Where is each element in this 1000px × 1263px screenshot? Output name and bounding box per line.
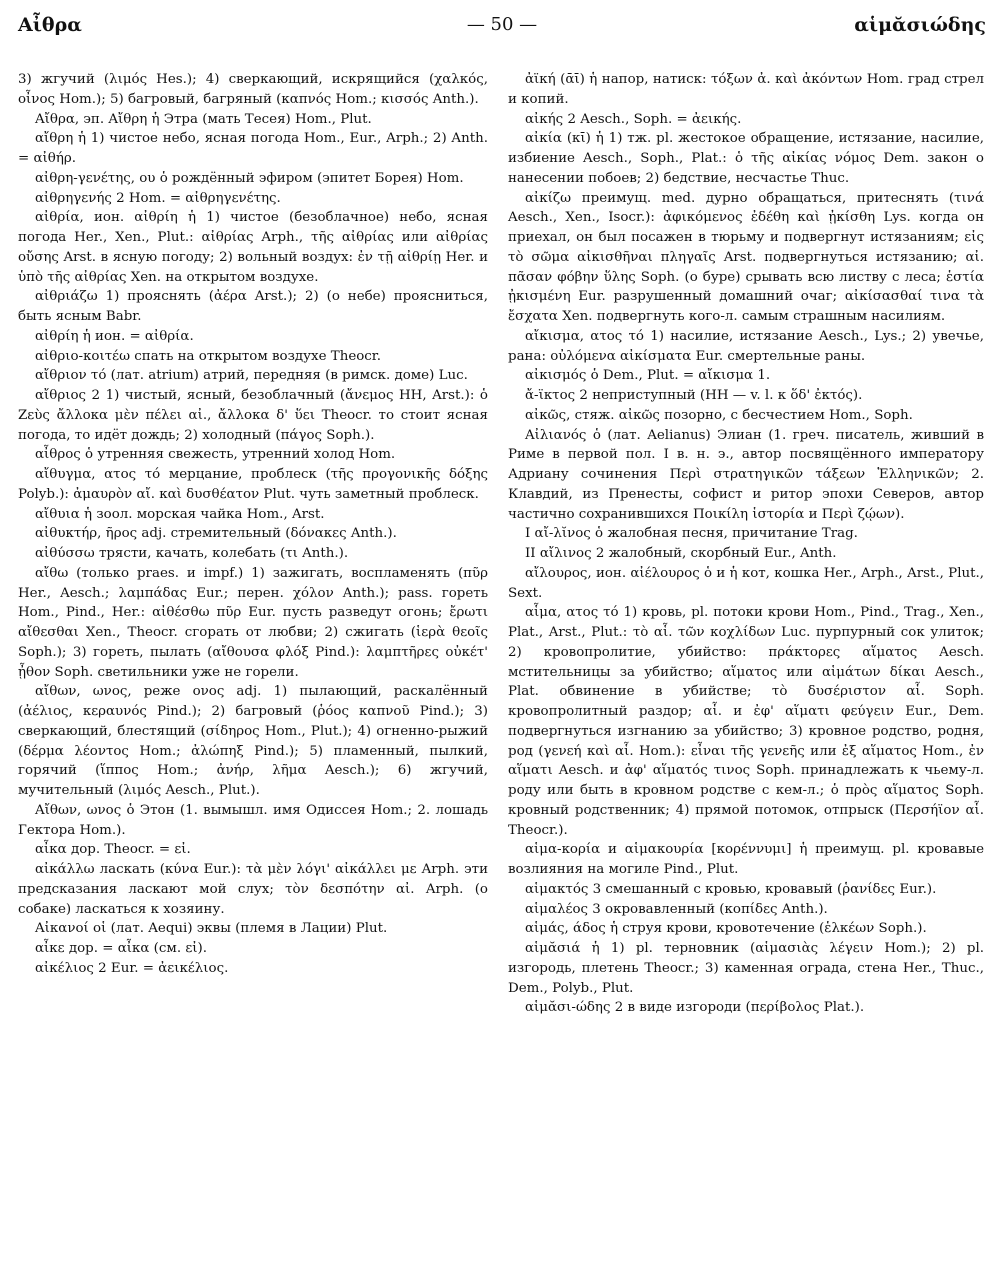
dictionary-entry: αἰθύσσω трясти, качать, колебать (τι Anth.). [35,546,349,561]
header-right-headword: αἱμᾰσιώδης [854,14,986,36]
header-left-headword: Αἶθρα [18,14,82,36]
dictionary-entry: αἰκισμός ὁ Dem., Plut. = αἴκισμα 1. [525,368,771,384]
dictionary-entry: αἱμᾰσι-ώδης 2 в виде изгороди (περίβολος Plat.). [525,1000,865,1016]
dictionary-entry: αἰκέλιος 2 Eur. = ἀεικέλιος. [35,960,229,976]
dictionary-entry: ἀϊκή (ᾱῑ) ἡ напор, натиск: τόξων ἀ. καὶ ἀκόντων Hom. град стрел и копий. [508,72,984,107]
dictionary-entry: αἰκάλλω ласкать (κύνα Eur.): τὰ μὲν λόγι' αἰκάλλει με Arph. эти предсказания ласкают мой слух; τὸν δεσπότην αἰ. Arph. (о собаке) ласкаться к хозяину. [18,862,488,917]
dictionary-entry: αἴθυια ἡ зоол. морская чайка Hom., Arst. [35,506,325,522]
dictionary-entry: αἴκισμα, ατος τό 1) насилие, истязание Aesch., Lys.; 2) увечье, рана: οὐλόμενα αἰκίσματα Eur. смертельные раны. [508,328,984,364]
dictionary-entry: Αἴθρα, эп. Αἴθρη ἡ Этра (мать Тесея) Hom., Plut. [35,111,372,127]
dictionary-entry: αἱμα-κορία и αἱμακουρία [κορέννυμι] ἡ преимущ. pl. кровавые возлияния на могиле Pind., Plut. [508,842,984,877]
dictionary-entry: αἶθρος ὁ утренняя свежесть, утренний холод Hom. [35,447,396,463]
dictionary-entry: αἰθρη-γενέτης, ου ὁ рождённый эфиром (эпитет Борея) Hom. [35,170,464,186]
dictionary-entry: αἰκία (κῑ) ἡ 1) тж. pl. жестокое обращение, истязание, насилие, избиение Aesch., Soph., Plat.: ὁ τῆς αἰκίας νόμος Dem. закон о нанесении побоев; 2) бедствие, несчастье Thuc. [508,131,984,186]
dictionary-entry: αἷμα, ατος τό 1) кровь, pl. потоки крови Hom., Pind., Trag., Xen., Plat., Arst., Plut.: τὸ αἷ. τῶν κοχλίδων Luc. пурпурный сок улиток; 2) кровопролитие, убийство: πράκτορες αἵματος Aesch. мстительницы за убийство; αἵματος или αἱμάτων δίκαι Aesch., Plat. обвинение в убийстве; τὸ δυσέριστον αἷ. Soph. кровопролитный раздор; αἷ. и ἐφ' αἵματι φεύγειν Eur., Dem. подвергнуться изгнанию за убийство; 3) кровное родство, родня, род (γενεή καὶ αἷ. Hom.): εἶναι τῆς γενεῆς или ἐξ αἵματος Hom., ἐν αἵματι Aesch. и ἀφ' αἵματός τινος Soph. принадлежать к чьему-л. роду или быть в кровном родстве с кем-л.; ὁ πρὸς αἵματος Soph. кровный родственник; 4) прямой потомок, отпрыск (Περσήϊον αἷ. Theocr.). [508,605,984,838]
dictionary-entry: I αἴ-λῐνος ὁ жалобная песня, причитание Trag. [525,526,858,542]
dictionary-entry: αἰθυκτήρ, ῆρος adj. стремительный (δόνακες Anth.). [35,526,397,542]
dictionary-entry: αἰκίζω преимущ. med. дурно обращаться, притеснять (τινά Aesch., Xen., Isocr.): ἀφικόμενος ἐδέθη καὶ ᾐκίσθη Lys. когда он приехал, он был посажен в тюрьму и подвергнут истязаниям; εἰς τὸ σῶμα αἰκισθῆναι πληγαῖς Arst. подвергнуться истязанию; αἰ. πᾶσαν φόβην ὕλης Soph. (о буре) срывать всю листву с леса; ἑστία ᾐκισμένη Eur. разрушенный домашний очаг; αἰκίσασθαί τινα τὰ ἔσχατα Xen. подвергнуть кого-л. самым страшным насилиям. [508,190,984,324]
left-column [18,70,488,979]
dictionary-entry: αἶκα дор. Theocr. = εἰ. [35,842,191,858]
dictionary-entry: αἱμαλέος 3 окровавленный (κοπίδες Anth.). [525,901,828,917]
dictionary-entry: αἰθριάζω 1) прояснять (ἀέρα Arst.); 2) (о небе) проясниться, быть ясным Babr. [18,289,488,324]
dictionary-entry: αἴθρη ἡ 1) чистое небо, ясная погода Hom., Eur., Arph.; 2) Anth. = αἰθήρ. [18,131,488,166]
dictionary-entry: αἱμᾰσιά ἡ 1) pl. терновник (αἱμασιὰς λέγειν Hom.); 2) pl. изгородь, плетень Theocr.; 3) каменная ограда, стена Her., Thuc., Dem., Polyb., Plut. [508,941,984,996]
dictionary-entry: Αἴθων, ωνος ὁ Этон (1. вымышл. имя Одиссея Hom.; 2. лошадь Гектора Hom.). [18,802,488,838]
dictionary-entry: αἴθυγμα, ατος τό мерцание, проблеск (τῆς προγονικῆς δόξης Polyb.): ἀμαυρὸν αἴ. καὶ δυσθέατον Plut. чуть заметный проблеск. [18,467,488,502]
dictionary-entry: αἴλουρος, ион. αἰέλουρος ὁ и ἡ кот, кошка Her., Arph., Arst., Plut., Sext. [508,565,984,601]
dictionary-entry: αἰθρηγενής 2 Hom. = αἰθρηγενέτης. [35,190,281,206]
dictionary-entry: ἄ-ϊκτος 2 неприступный (HH — v. l. к ὅδ' ἐκτός). [525,388,863,403]
dictionary-entry: αἴθριον τό (лат. atrium) атрий, передняя (в римск. доме) Luc. [35,368,468,384]
right-column [508,70,984,1018]
page-number: — 50 — [466,14,538,35]
dictionary-entry: αἴθριος 2 1) чистый, ясный, безоблачный (ἄνεμος HH, Arst.): ὁ Ζεὺς ἄλλοκα μὲν πέλει αἰ., ἄλλοκα δ' ὕει Theocr. то стоит ясная погода, то идёт дождь; 2) холодный (πάγος Soph.). [18,388,488,443]
dictionary-entry: II αἴλινος 2 жалобный, скорбный Eur., Anth. [525,546,837,561]
dictionary-entry: αἱμακτός 3 смешанный с кровью, кровавый (ῥανίδες Eur.). [525,881,937,897]
dictionary-entry: αἰκῶς, стяж. αἰκῶς позорно, с бесчестием Hom., Soph. [525,407,913,423]
dictionary-entry: 3) жгучий (λιμός Hes.); 4) сверкающий, искрящийся (χαλκός, οἶνος Hom.); 5) багровый, багряный (καπνός Hom.; κισσός Anth.). [18,72,488,107]
dictionary-entry: αἰθρία, ион. αἰθρίη ἡ 1) чистое (безоблачное) небо, ясная погода Her., Xen., Plut.: αἰθρίας Arph., τῆς αἰθρίας или αἰθρίας οὔσης Arst. в ясную погоду; 2) вольный воздух: ἐν τῇ αἰθρίῃ Her. и ὑπὸ τῆς αἰθρίας Xen. на открытом воздухе. [18,210,488,285]
dictionary-entry: αἶκε дор. = αἶκα (см. εἰ). [35,941,208,956]
page-header [18,14,986,44]
dictionary-entry: αἰθρίη ἡ ион. = αἰθρία. [35,328,194,344]
dictionary-entry: αἱμάς, άδος ἡ струя крови, кровотечение (ἑλκέων Soph.). [525,921,927,937]
dictionary-entry: αἰθριο-κοιτέω спать на открытом воздухе Theocr. [35,348,381,364]
dictionary-entry: Αἰλιανός ὁ (лат. Aelianus) Элиан (1. греч. писатель, живший в Риме в первой пол. I в. н. э., автор посвящённого императору Адриану сочинения Περὶ στρατηγικῶν τάξεων Ἑλληνικῶν; 2. Клавдий, из Пренесты, софист и ритор эпохи Северов, автор частично сохранившихся Ποικίλη ἱστορία и Περὶ ζῴων). [508,427,984,522]
dictionary-entry: Αἰκανοί οἱ (лат. Aequi) эквы (племя в Лации) Plut. [35,921,388,937]
dictionary-entry: αἴθων, ωνος, реже ονος adj. 1) пылающий, раскалённый (ἀέλιος, κεραυνός Pind.); 2) багровый (ῥόος καπνοῦ Pind.); 3) сверкающий, блестящий (σίδηρος Hom., Plut.); 4) огненно-рыжий (δέρμα λέοντος Hom.; ἀλώπηξ Pind.); 5) пламенный, пылкий, горячий (ἵππος Hom.; ἀνήρ, λῆμα Aesch.); 6) жгучий, мучительный (λιμός Aesch., Plut.). [18,684,488,798]
dictionary-entry: αἰκής 2 Aesch., Soph. = ἀεικής. [525,111,742,127]
dictionary-entry: αἴθω (только praes. и impf.) 1) зажигать, воспламенять (πῦρ Her., Aesch.; λαμπάδας Eur.; перен. χόλον Anth.); pass. гореть Hom., Pind., Her.: αἰθέσθω πῦρ Eur. пусть разведут огонь; ἔρωτι αἴθεσθαι Xen., Theocr. сгорать от любви; 2) сжигать (ἱερὰ θεοῖς Soph.); 3) гореть, пылать (αἴθουσα φλόξ Pind.): λαμπτῆρες οὐκέτ' ᾖθον Soph. светильники уже не горели. [18,565,488,680]
